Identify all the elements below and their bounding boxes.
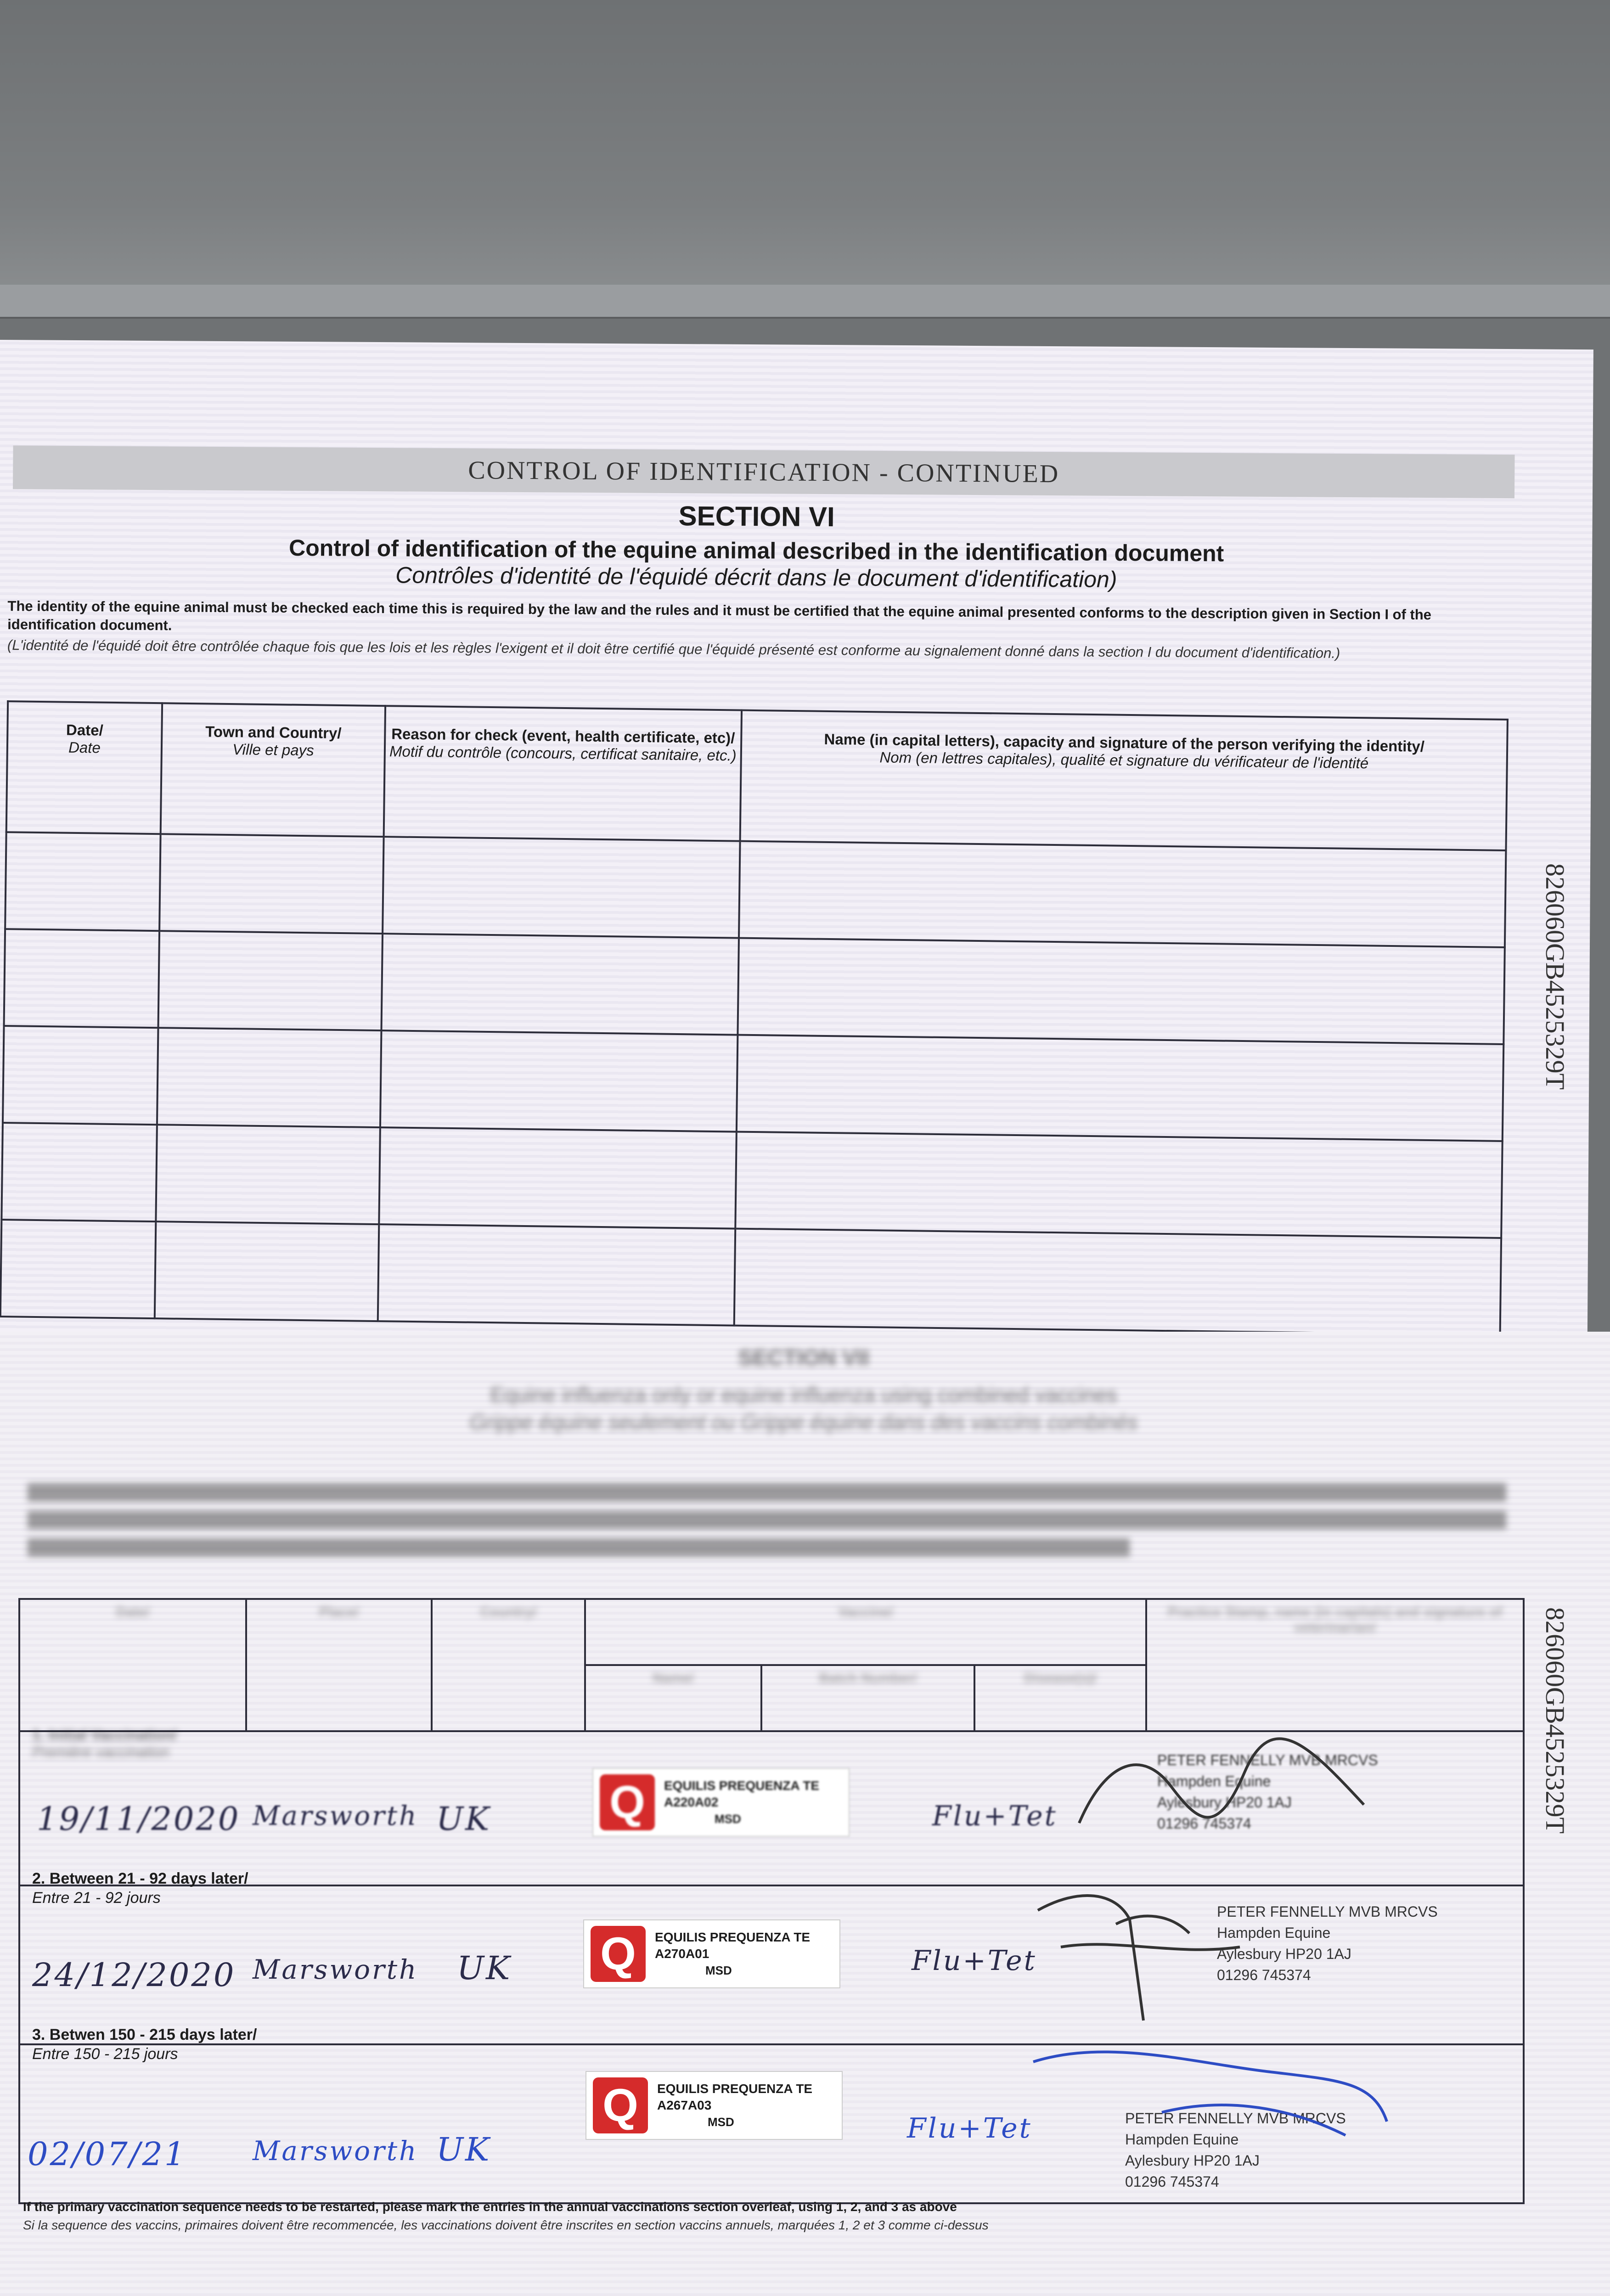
col-reason: Reason for check (event, health certificate, etc)/ Motif du contrôle (concours, certificat sanitaire, etc.) [384,706,742,841]
col-date: Date/ [19,1599,246,1731]
vet-stamp: PETER FENNELLY MVB MRCVS Hampden Equine Aylesbury HP20 1AJ 01296 745374 [1157,1752,1378,1832]
country-value: UK [436,1800,491,1838]
place-value-3: Marsworth [253,2135,418,2167]
country-value-3: UK [436,2131,491,2168]
identity-check-table [0,700,1509,1336]
vet-stamp-3: PETER FENNELLY MVB MRCVS Hampden Equine Aylesbury HP20 1AJ 01296 745374 [1125,2110,1346,2190]
col-vaccine-name: Name/ [585,1665,761,1731]
period-label: 1. Initial Vaccination/ [32,1727,177,1743]
col-place: Place/ [246,1599,432,1731]
vaccine-batch-label-3: Q EQUILIS PREQUENZA TE A267A03 MSD [585,2071,843,2140]
vaccine-batch-label-2: Q EQUILIS PREQUENZA TE A270A01 MSD [583,1919,840,1988]
vet-stamp-2: PETER FENNELLY MVB MRCVS Hampden Equine Aylesbury HP20 1AJ 01296 745374 [1217,1903,1438,1983]
passport-cover-edge [0,285,1610,319]
table-row [1,1123,1502,1238]
period-label-fr: Première vaccination [32,1744,169,1760]
vaccine-brand-logo: Q [600,1774,655,1830]
intro-text-fr: (L'identité de l'équidé doit être contrôlée chaque fois que les lois et les règles l'exigent et il doit être certifié que l'équidé présenté est conforme au signalement donné dans la section I du document d'identification.) [7,637,1340,661]
footer-note-en: If the primary vaccination sequence needs to be restarted, please mark the entries in the annual vaccinations section overleaf, using 1, 2, and 3 as above [23,2200,957,2214]
col-vaccine: Vaccine/ [585,1599,1146,1665]
table-row [0,1220,1501,1335]
place-value: Marsworth [253,1800,418,1831]
date-value-2: 24/12/2020 [32,1956,236,1994]
scanner-background [0,0,1610,294]
vet-signature-3 [1024,2043,1401,2177]
table-row [4,929,1505,1044]
vaccine-batch-label: Q EQUILIS PREQUENZA TE A220A02 MSD [592,1768,850,1837]
section-label: SECTION VI [678,501,835,533]
place-value-2: Marsworth [253,1954,418,1985]
col-date: Date/ Date [6,701,162,834]
disease-value: Flu+Tet [932,1800,1058,1832]
vaccine-brand-logo: Q [591,1926,646,1982]
col-verifier: Name (in capital letters), capacity and signature of the person verifying the identity/ Nom (en lettres capitales), qualité et signature du vérificateur de l'identité [740,710,1508,850]
vaccine-brand-logo: Q [593,2077,648,2133]
period-label-2: 2. Between 21 - 92 days later/ Entre 21 - 92 jours [32,1870,248,1907]
date-value: 19/11/2020 [37,1800,241,1838]
section-vi-page [0,340,1593,1351]
vet-signature [1070,1731,1391,1851]
col-practice: Practice Stamp, name (in capitals) and signature of veterinarian/ [1146,1599,1524,1731]
section-label-lower: SECTION VII [738,1346,869,1370]
country-value-2: UK [457,1949,512,1987]
disease-value-3: Flu+Tet [907,2112,1032,2144]
heading-en: Control of identification of the equine animal described in the identification document [288,535,1224,567]
heading-fr-lower: Grippe équine seulement ou Grippe équine dans des vaccins combinés [469,1410,1138,1434]
heading-fr: Contrôles d'identité de l'équidé décrit dans le document d'identification) [395,562,1117,592]
passport-id-vertical-lower: 826060GB4525329T [1540,1607,1570,1834]
col-batch: Batch Number/ [761,1665,974,1731]
period-label-3: 3. Betwen 150 - 215 days later/ Entre 150 - 215 jours [32,2026,257,2063]
col-country: Country/ [432,1599,585,1731]
date-value-3: 02/07/21 [28,2135,187,2173]
disease-value-2: Flu+Tet [912,1945,1037,1977]
footer-note-fr: Si la sequence des vaccins, primaires doivent être recommencée, les vaccinations doivent être inscrites en section vaccins annuels, marquées 1, 2 et 3 comme ci-dessus [23,2218,989,2232]
heading-en-lower: Equine influenza only or equine influenza using combined vaccines [490,1383,1117,1407]
col-disease: Disease(s)/ [974,1665,1146,1731]
col-town-country: Town and Country/ Ville et pays [161,703,385,837]
passport-id-vertical: 826060GB4525329T [1540,863,1570,1090]
table-row [3,1026,1503,1141]
intro-text-en: The identity of the equine animal must be checked each time this is required by the law and the rules and it must be certified that the equine animal presented conforms to the description given in Section I of the identification document. [7,598,1432,634]
section-banner: CONTROL OF IDENTIFICATION - CONTINUED [13,445,1515,498]
vet-signature-2 [1024,1883,1263,2034]
table-row [5,832,1506,947]
